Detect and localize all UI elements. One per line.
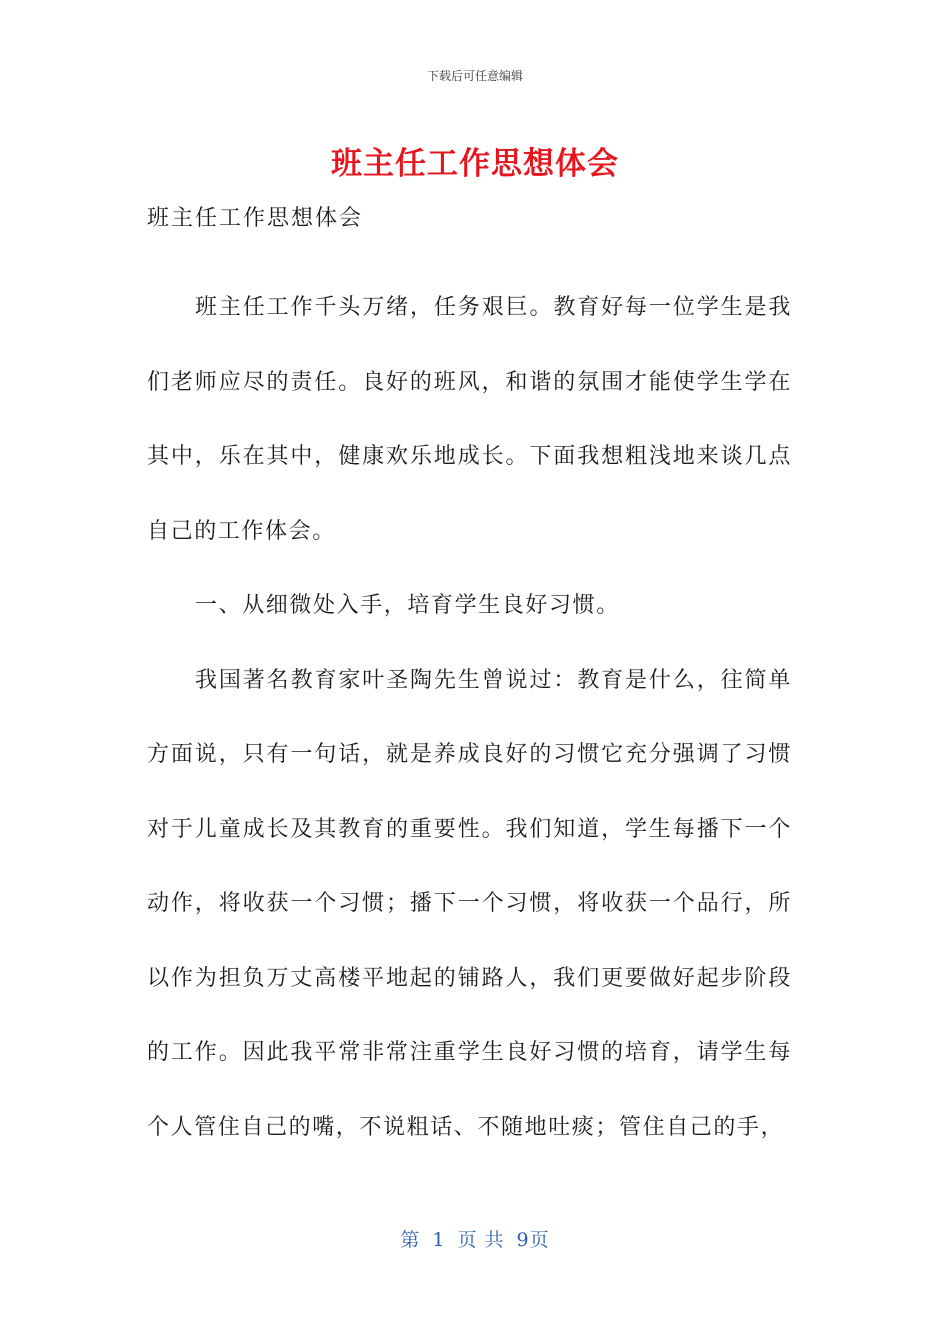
paragraph-habits: 我国著名教育家叶圣陶先生曾说过：教育是什么，往简单方面说，只有一句话，就是养成良好的习惯它充分强调了习惯对于儿童成长及其教育的重要性。我们知道，学生每播下一个动作，将收获一个习惯；播下一个习惯，将收获一个品行，所以作为担负万丈高楼平地起的铺路人，我们更要做好起步阶段的工作。因此我平常非常注重学生良好习惯的培育，请学生每个人管住自己的嘴，不说粗话、不随地吐痰；管住自己的手， xyxy=(147,667,792,1140)
footer-label-page: 第 xyxy=(400,1229,421,1251)
document-subtitle: 班主任工作思想体会 xyxy=(147,206,364,231)
footer-current-page: 1 xyxy=(432,1229,446,1251)
page-footer xyxy=(0,1225,950,1252)
header-note: 下载后可任意编辑 xyxy=(426,69,523,83)
document-title: 班主任工作思想体会 xyxy=(331,146,619,182)
paragraph-intro: 班主任工作千头万绪，任务艰巨。教育好每一位学生是我们老师应尽的责任。良好的班风，和谐的氛围才能使学生学在其中，乐在其中，健康欢乐地成长。下面我想粗浅地来谈几点自己的工作体会。 xyxy=(147,295,792,544)
footer-total-pages: 9页 xyxy=(516,1229,550,1251)
footer-label-of: 页 共 xyxy=(457,1229,505,1251)
document-body xyxy=(147,197,792,1165)
paragraph-section-heading: 一、从细微处入手，培育学生良好习惯。 xyxy=(195,593,620,618)
